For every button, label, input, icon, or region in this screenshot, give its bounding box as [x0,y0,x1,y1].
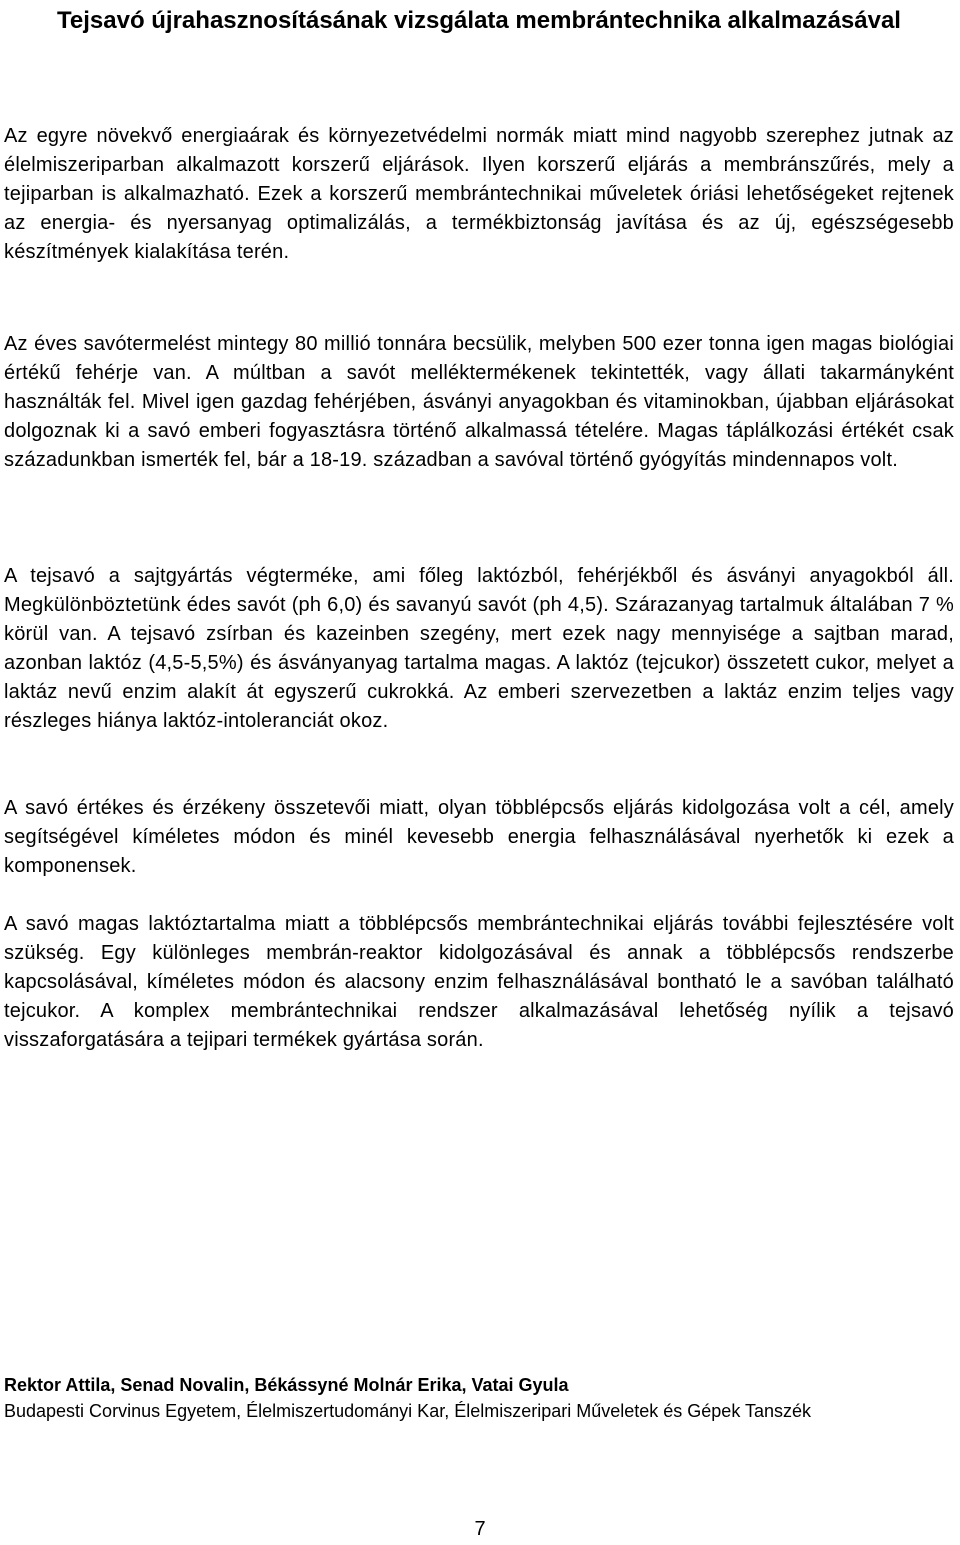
paragraph-whey-production: Az éves savótermelést mintegy 80 millió tonnára becsülik, melyben 500 ezer tonna igen magas biológiai értékű fehérje van. A múltban a savót melléktermékenek tekintették, vagy állati takarmányként használták fel. Mivel igen gazdag fehérjében, ásványi anyagokban és vitaminokban, újabban eljárásokat dolgoznak ki a savó emberi fogyasztásra történő alkalmassá tételére. Magas táplálkozási értékét csak századunkban ismerték fel, bár a 18-19. században a savóval történő gyógyítás mindennapos volt. [4,333,954,471]
paragraph-whey-composition: A tejsavó a sajtgyártás végterméke, ami főleg laktózból, fehérjékből és ásványi anyagokból áll. Megkülönböztetünk édes savót (ph 6,0) és savanyú savót (ph 4,5). Szárazanyag tartalmuk általában 7 % körül van. A tejsavó zsírban és kazeinben szegény, mert ezek nagy mennyisége a sajtban marad, azonban laktóz (4,5-5,5%) és ásványanyag tartalma magas. A laktóz (tejcukor) összetett cukor, melyet a laktáz nevű enzim alakít át egyszerű cukrokká. Az emberi szervezetben a laktáz enzim teljes vagy részleges hiánya laktóz-intoleranciát okoz. [4,565,954,732]
authors: Rektor Attila, Senad Novalin, Békássyné Molnár Erika, Vatai Gyula [4,1375,569,1395]
paragraph-membrane-reactor: A savó magas laktóztartalma miatt a többlépcsős membrántechnikai eljárás további fejlesztésére volt szükség. Egy különleges membrán-reaktor kidolgozásával és annak a többlépcsős rendszerbe kapcsolásával, kíméletes módon és alacsony enzim felhasználásával bontható le a savóban található tejcukor. A komplex membrántechnikai rendszer alkalmazásával lehetőség nyílik a tejsavó visszaforgatására a tejipari termékek gyártása során. [4,913,954,1051]
document-page [4,0,954,1421]
page-number: 7 [474,1518,486,1540]
affiliation: Budapesti Corvinus Egyetem, Élelmiszertudományi Kar, Élelmiszeripari Műveletek és Gépek Tanszék [4,1401,812,1421]
document-title: Tejsavó újrahasznosításának vizsgálata membrántechnika alkalmazásával [57,7,901,34]
paragraph-intro: Az egyre növekvő energiaárak és környezetvédelmi normák miatt mind nagyobb szerephez jutnak az élelmiszeriparban alkalmazott korszerű eljárások. Ilyen korszerű eljárás a membránszűrés, mely a tejiparban is alkalmazható. Ezek a korszerű membrántechnikai műveletek óriási lehetőségeket rejtenek az energia- és nyersanyag optimalizálás, a termékbiztonság javítása és az új, egészségesebb készítmények kialakítása terén. [4,125,954,263]
paragraph-process-goal: A savó értékes és érzékeny összetevői miatt, olyan többlépcsős eljárás kidolgozása volt a cél, amely segítségével kíméletes módon és minél kevesebb energia felhasználásával nyerhetők ki ezek a komponensek. [4,797,954,877]
